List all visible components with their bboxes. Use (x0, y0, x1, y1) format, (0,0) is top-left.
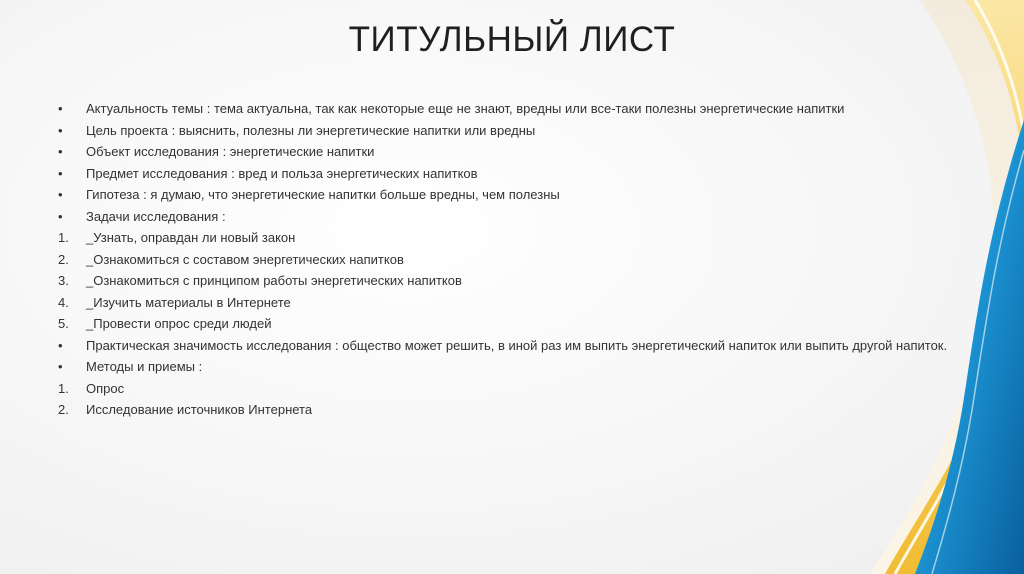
list-item-text: _Провести опрос среди людей (86, 316, 272, 331)
number-marker: 2. (58, 402, 69, 417)
list-item (58, 230, 978, 246)
list-item (58, 187, 978, 203)
list-item (58, 338, 978, 354)
bullet-marker: • (58, 165, 63, 181)
bullet-marker: • (58, 337, 63, 353)
number-marker: 5. (58, 316, 69, 331)
number-marker: 1. (58, 380, 69, 396)
list-item (58, 144, 978, 160)
number-marker: 1. (58, 230, 69, 245)
list-item (58, 101, 978, 117)
bullet-marker: • (58, 187, 63, 202)
list-item (58, 316, 978, 332)
list-item-text: Предмет исследования : вред и польза энергетических напитков (86, 165, 478, 181)
list-item-text: Практическая значимость исследования : общество может решить, в иной раз им выпить энергетический напиток или выпить другой напиток. (86, 337, 948, 353)
number-marker: 2. (58, 251, 69, 267)
list-item-text: Объект исследования : энергетические напитки (86, 144, 375, 159)
list-item (58, 209, 978, 225)
list-item (58, 252, 978, 268)
list-item-text: Задачи исследования : (86, 208, 226, 224)
list-item-text: Опрос (86, 380, 125, 396)
list-item-text: _Узнать, оправдан ли новый закон (86, 230, 296, 245)
slide-title: ТИТУЛЬНЫЙ ЛИСТ (348, 20, 676, 59)
list-item (58, 402, 978, 418)
list-item-text: _Изучить материалы в Интернете (86, 294, 291, 310)
list-item (58, 295, 978, 311)
list-item-text: Цель проекта : выяснить, полезны ли энергетические напитки или вредны (86, 122, 536, 138)
list-item-text: Гипотеза : я думаю, что энергетические напитки больше вредны, чем полезны (86, 187, 560, 202)
list-item (58, 166, 978, 182)
bullet-marker: • (58, 208, 63, 224)
bullet-marker: • (58, 122, 63, 138)
list-item-text: Исследование источников Интернета (86, 402, 313, 417)
list-item-text: _Ознакомиться с принципом работы энергетических напитков (86, 273, 462, 288)
list-item (58, 273, 978, 289)
list-item-text: _Ознакомиться с составом энергетических напитков (86, 251, 404, 267)
list-item (58, 359, 978, 375)
bullet-marker: • (58, 144, 63, 159)
list-item-text: Методы и приемы : (86, 359, 203, 374)
number-marker: 3. (58, 273, 69, 288)
list-item (58, 123, 978, 139)
bullet-marker: • (58, 359, 63, 374)
list-item-text: Актуальность темы : тема актуальна, так как некоторые еще не знают, вредны или все-таки полезны энергетические напитки (86, 101, 845, 116)
number-marker: 4. (58, 294, 69, 310)
list-item (58, 381, 978, 397)
content-list (58, 101, 978, 424)
bullet-marker: • (58, 101, 63, 116)
